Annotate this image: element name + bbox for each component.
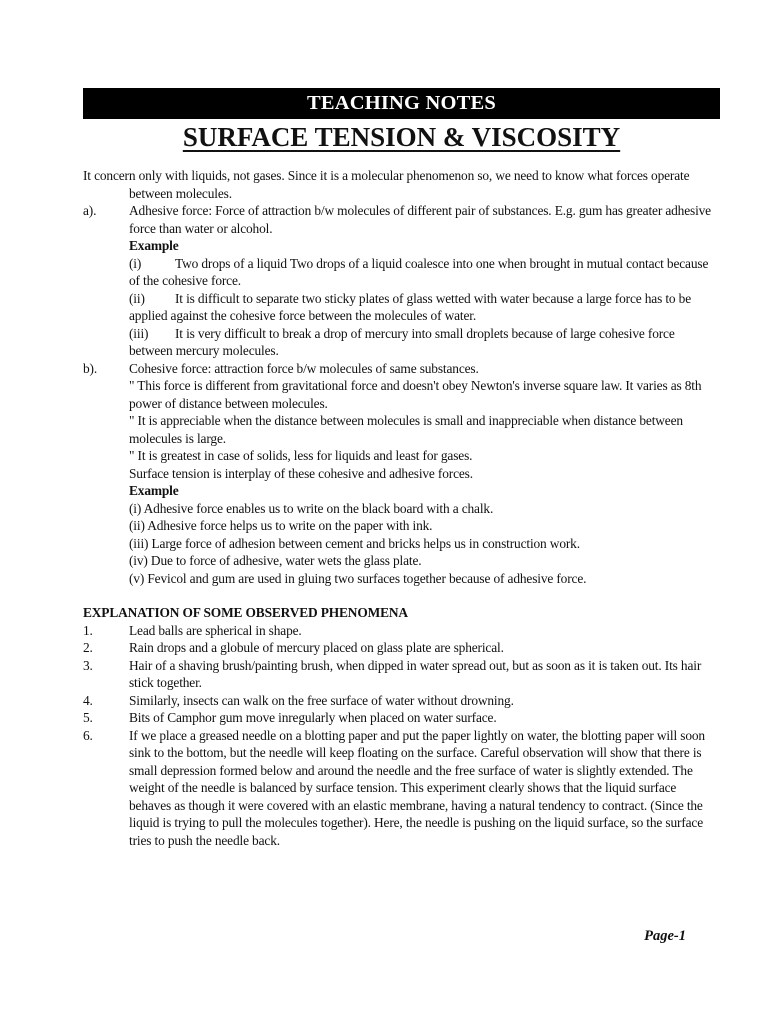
adhesive-example-item: (i) Two drops of a liquid Two drops of a liquid coalesce into one when brought in mutual contact because of the cohesive force.	[129, 255, 709, 288]
phenomena-heading: EXPLANATION OF SOME OBSERVED PHENOMENA	[83, 605, 408, 620]
cohesive-example-item: (v) Fevicol and gum are used in gluing two surfaces together because of adhesive force.	[129, 570, 587, 586]
teaching-notes-banner: TEACHING NOTES	[83, 88, 720, 119]
adhesive-example-item: (iii) It is very difficult to break a drop of mercury into small droplets because of large cohesive force between mercury molecules.	[129, 325, 675, 358]
adhesive-example-item: (ii) It is difficult to separate two sticky plates of glass wetted with water because a large force has to be applied against the cohesive force between the molecules of water.	[129, 290, 692, 323]
cohesive-summary: Surface tension is interplay of these cohesive and adhesive forces.	[129, 465, 473, 481]
cohesive-point: " This force is different from gravitational force and doesn't obey Newton's inverse square law. It varies as 8th power of distance between molecules.	[129, 378, 702, 411]
cohesive-point: " It is greatest in case of solids, less for liquids and least for gases.	[129, 448, 473, 463]
phenomena-item: 2. Rain drops and a globule of mercury placed on glass plate are spherical.	[83, 640, 504, 655]
section-cohesive	[83, 360, 713, 378]
cohesive-example-item: (i) Adhesive force enables us to write on the black board with a chalk.	[129, 500, 494, 516]
phenomena-item: 6. If we place a greased needle on a blotting paper and put the paper lightly on water, the blotting paper will soon sink to the bottom, but the needle will keep floating on the surface. Careful observation will show that there is small depression formed below and around the needle and the free surface of water is slightly extended. The weight of the needle is balanced by surface tension. This experiment clearly shows that the liquid surface behaves as though it were covered with an elastic membrane, having a natural tendency to contract. (Since the liquid is trying to pull the molecules together). Here, the needle is pushing on the liquid surface, so the surface tries to push the needle back.	[83, 727, 705, 848]
cohesive-point: " It is appreciable when the distance between molecules is small and inappreciable when distance between molecules is large.	[129, 413, 683, 446]
section-a-marker: a).	[83, 203, 97, 218]
intro-paragraph: It concern only with liquids, not gases. Since it is a molecular phenomenon so, we need to know what forces operate between molecules.	[83, 168, 690, 201]
section-b-example-heading: Example	[129, 483, 179, 498]
cohesive-example-item: (iv) Due to force of adhesive, water wets the glass plate.	[129, 553, 422, 568]
section-a-text: Adhesive force: Force of attraction b/w molecules of different pair of substances. E.g. gum has greater adhesive force than water or alcohol.	[129, 203, 711, 236]
section-b-marker: b).	[83, 360, 98, 376]
phenomena-item: 1. Lead balls are spherical in shape.	[83, 622, 302, 638]
section-b-text: Cohesive force: attraction force b/w molecules of same substances.	[129, 360, 479, 376]
phenomena-item: 5. Bits of Camphor gum move inregularly when placed on water surface.	[83, 710, 497, 725]
section-adhesive	[83, 202, 713, 237]
cohesive-example-item: (iii) Large force of adhesion between cement and bricks helps us in construction work.	[129, 535, 580, 551]
cohesive-example-item: (ii) Adhesive force helps us to write on the paper with ink.	[129, 518, 433, 533]
page-number: Page-1	[644, 928, 686, 944]
section-a-example-heading: Example	[129, 238, 179, 253]
page-title: SURFACE TENSION & VISCOSITY	[182, 122, 621, 152]
phenomena-item: 3. Hair of a shaving brush/painting brush, when dipped in water spread out, but as soon as it is taken out. Its hair stick together.	[83, 657, 702, 690]
document-body	[83, 167, 713, 849]
phenomena-item: 4. Similarly, insects can walk on the free surface of water without drowning.	[83, 692, 514, 708]
